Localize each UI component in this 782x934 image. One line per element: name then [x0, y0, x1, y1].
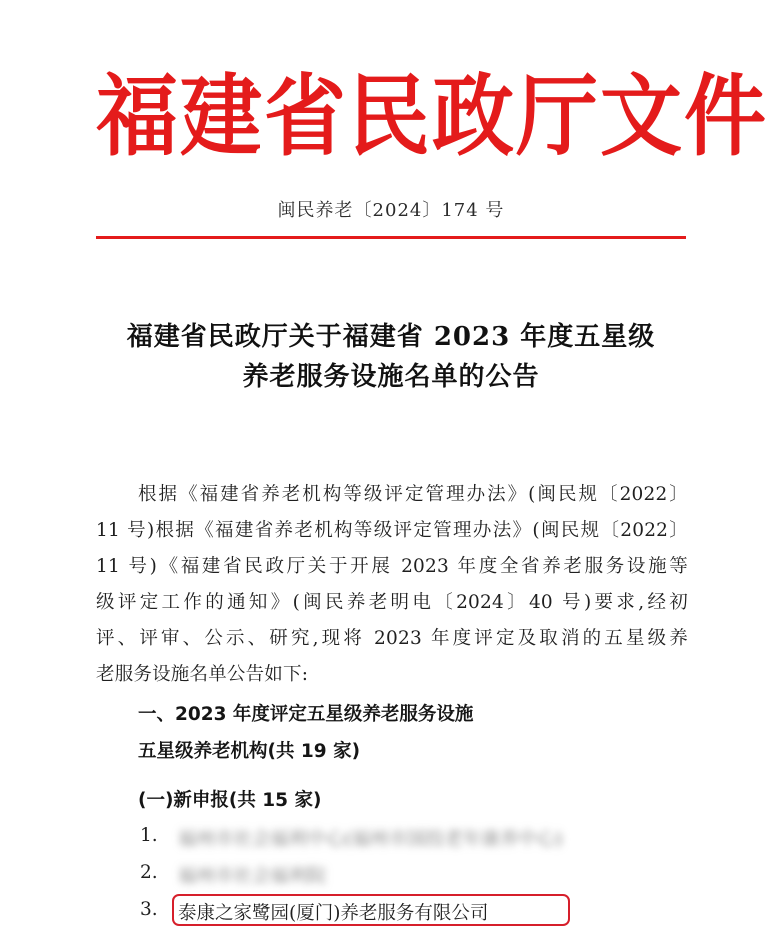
paragraph-line: 11 号)《福建省民政厅关于开展 2023 年度全省养老服务设施等: [96, 556, 688, 577]
section-heading: 一、2023 年度评定五星级养老服务设施: [138, 704, 474, 725]
notice-title-line-2: 养老服务设施名单的公告: [242, 362, 540, 392]
paragraph-line: 老服务设施名单公告如下:: [96, 664, 309, 685]
highlight-annotation: [172, 894, 570, 926]
paragraph-line: 11 号)根据《福建省养老机构等级评定管理办法》(闽民规〔2022〕: [96, 520, 688, 541]
list-item-text-redacted: 福州市社会福利中心(福州市国投老年康养中心): [178, 829, 563, 850]
list-item-number: 3.: [140, 899, 158, 920]
list-item-number: 2.: [140, 862, 158, 883]
notice-title-line-1: 福建省民政厅关于福建省 2023 年度五星级: [126, 322, 656, 352]
list-item-text: 泰康之家鹭园(厦门)养老服务有限公司: [178, 903, 489, 924]
subheading-institutions: 五星级养老机构(共 19 家): [138, 741, 361, 762]
list-item-number: 1.: [140, 825, 158, 846]
red-divider: [96, 236, 686, 239]
document-number: 闽民养老〔2024〕174 号: [277, 200, 505, 221]
paragraph-line: 根据《福建省养老机构等级评定管理办法》(闽民规〔2022〕: [138, 484, 688, 505]
group-heading-new: (一)新申报(共 15 家): [138, 790, 322, 811]
list-item-text-redacted: 福州市社会福利院: [178, 866, 327, 887]
paragraph-line: 评、评审、公示、研究,现将 2023 年度评定及取消的五星级养: [96, 628, 688, 649]
paragraph-line: 级评定工作的通知》(闽民养老明电〔2024〕40 号)要求,经初: [96, 592, 688, 613]
masthead-title: 福建省民政厅文件: [96, 65, 769, 169]
